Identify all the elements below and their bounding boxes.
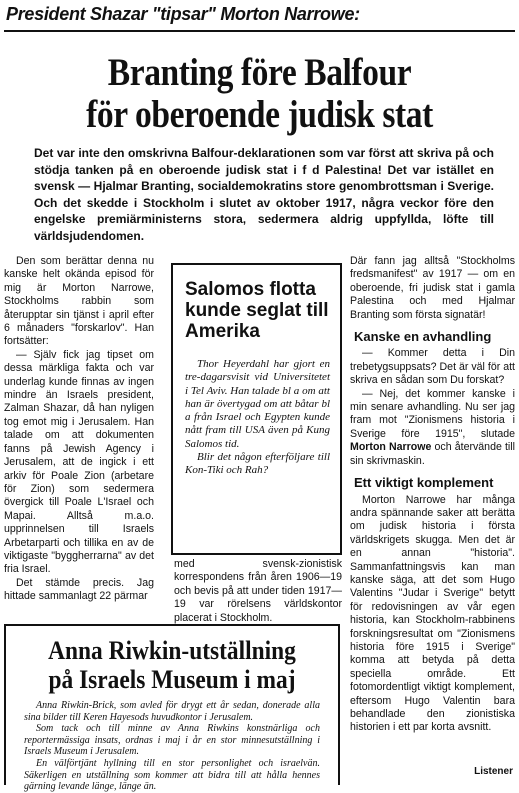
subheading: Ett viktigt komplement bbox=[354, 475, 494, 491]
sidebar-box-salomo bbox=[171, 263, 342, 555]
paragraph: Det stämde precis. Jag hittade sammanlagt 22 pärmar bbox=[4, 576, 154, 603]
paragraph: — Själv fick jag tipset om dessa märkliga fakta och var underlag kunde finnas av ingen mindre än Israels president, Zalman Shazar, då han nyligen tog emot mig i Jerusalem. Han talade om att dokumenten fanns på Jewish Agency i Jerusalem, att de ingick i ett arkiv för Poale Zion (arbetare för Zion) som sedermera övergick till Poale L'Israel och Mapai. Alltså m.a.o. upprinnelsen till Israels Arbetarparti och tillika en av de viktigaste "byggherrarna" av det fria Israel. bbox=[4, 348, 154, 576]
top-rule bbox=[4, 30, 515, 32]
box-heading-line1: Anna Riwkin-utställning bbox=[48, 636, 296, 665]
kicker: President Shazar "tipsar" Morton Narrowe: bbox=[6, 4, 360, 24]
paragraph: Där fann jag alltså "Stockholms fredsmanifest" av 1917 — om en oberoende, fri judisk stat i gamla Palestina och med Hjalmar Branting som första signatär! bbox=[350, 255, 515, 321]
paragraph: Thor Heyerdahl har gjort en tre-dagarsvisit vid Universitetet i Tel Aviv. Han talade bl a om att han är övertygad om att båtar bl a från Israel och Egypten kunde nått fram till USA även på Kung Salomos tid. bbox=[185, 358, 330, 450]
paragraph: Som tack och till minne av Anna Riwkins konstnärliga och reportermässiga insats, ordnas i maj i år en stor minnesutställning i Israels Museum i Jerusalem. bbox=[24, 723, 320, 758]
paragraph bbox=[350, 388, 515, 468]
paragraph: — Kommer detta i Din trebetygsuppsats? Det är väl för att skriva en sådan som Du forskat? bbox=[350, 347, 515, 387]
subheading: Kanske en avhandling bbox=[354, 329, 492, 345]
headline bbox=[36, 52, 482, 136]
box-text bbox=[24, 700, 320, 793]
column-right bbox=[350, 255, 515, 735]
column-left bbox=[4, 255, 154, 604]
paragraph: Morton Narrowe har många andra spännande saker att berätta om judisk historia i första världskrigets skugga. Men det är en annan "historia". Sammanfattningsvis kan man kanske säga, att det som Hugo Valentins "Judar i Sverige" betytt för redovisningen av vår egen historia, kan Stockholm-rabbinens forskningsresultat om "Zionismens historia före 1915 i Sverige" komma att betyda på detta speciella område. Ett fotomordentligt viktigt komplement, eftersom Hugo Valentin bara behandlade den zionistiska historien i ett par korta avsnitt. bbox=[350, 493, 515, 734]
headline-line1: Branting före Balfour bbox=[107, 51, 412, 94]
box-heading-line2: på Israels Museum i maj bbox=[48, 665, 296, 694]
sidebar-box-riwkin bbox=[4, 624, 340, 793]
paragraph: med svensk-zionistisk korrespondens från åren 1906—19 och bevis på att under tiden 1917—19 var rörelsens världskontor placerat i Stockholm. bbox=[174, 558, 342, 624]
box-text bbox=[185, 358, 330, 478]
text: och återvände till sin skrivmaskin. bbox=[350, 441, 515, 467]
name-bold: Morton Narrowe bbox=[350, 441, 432, 454]
lead-paragraph: Det var inte den omskrivna Balfour-deklarationen som var först att skriva på och stödja tanken på en oberoende judisk stat i f d Palestina! Det var istället en svensk — Hjalmar Branting, socialdemokratins store genombrottsman i Sverige. Och det skedde i Stockholm i slutet av oktober 1917, några veckor före den engelske premiärministerns stora, sedermera aldrig uppfyllda, löfte till världsjudendomen. bbox=[34, 146, 494, 243]
paragraph: Blir det någon efterföljare till Kon-Tiki och Rah? bbox=[185, 451, 330, 477]
column-middle-continuation bbox=[174, 558, 342, 625]
paragraph: Den som berättar denna nu kanske helt okända episod för mig är Morton Narrowe, Stockholms rabbin som återupptar sin tjänst i april efter 6 månaders "forskarlov". Han fortsätter: bbox=[4, 255, 154, 348]
box-heading bbox=[23, 636, 322, 694]
headline-line2: för oberoende judisk stat bbox=[86, 93, 433, 136]
paragraph: En välförtjänt hyllning till en stor personlighet och israelvän. Säkerligen en utställning som kommer att bidra till att hålla hennes gärning levande länge, länge än. bbox=[24, 757, 320, 793]
signature: Listener bbox=[474, 766, 513, 777]
paragraph: Anna Riwkin-Brick, som avled för drygt ett år sedan, donerade alla sina bilder till Keren Hayesods huvudkontor i Jerusalem. bbox=[24, 700, 320, 723]
box-heading: Salomos flotta kunde seglat till Amerika bbox=[185, 279, 329, 342]
text: — Nej, det kommer kanske i min senare avhandling. Nu ser jag fram mot "Zionismens historia i Sverige före 1915", slutade bbox=[350, 387, 515, 440]
